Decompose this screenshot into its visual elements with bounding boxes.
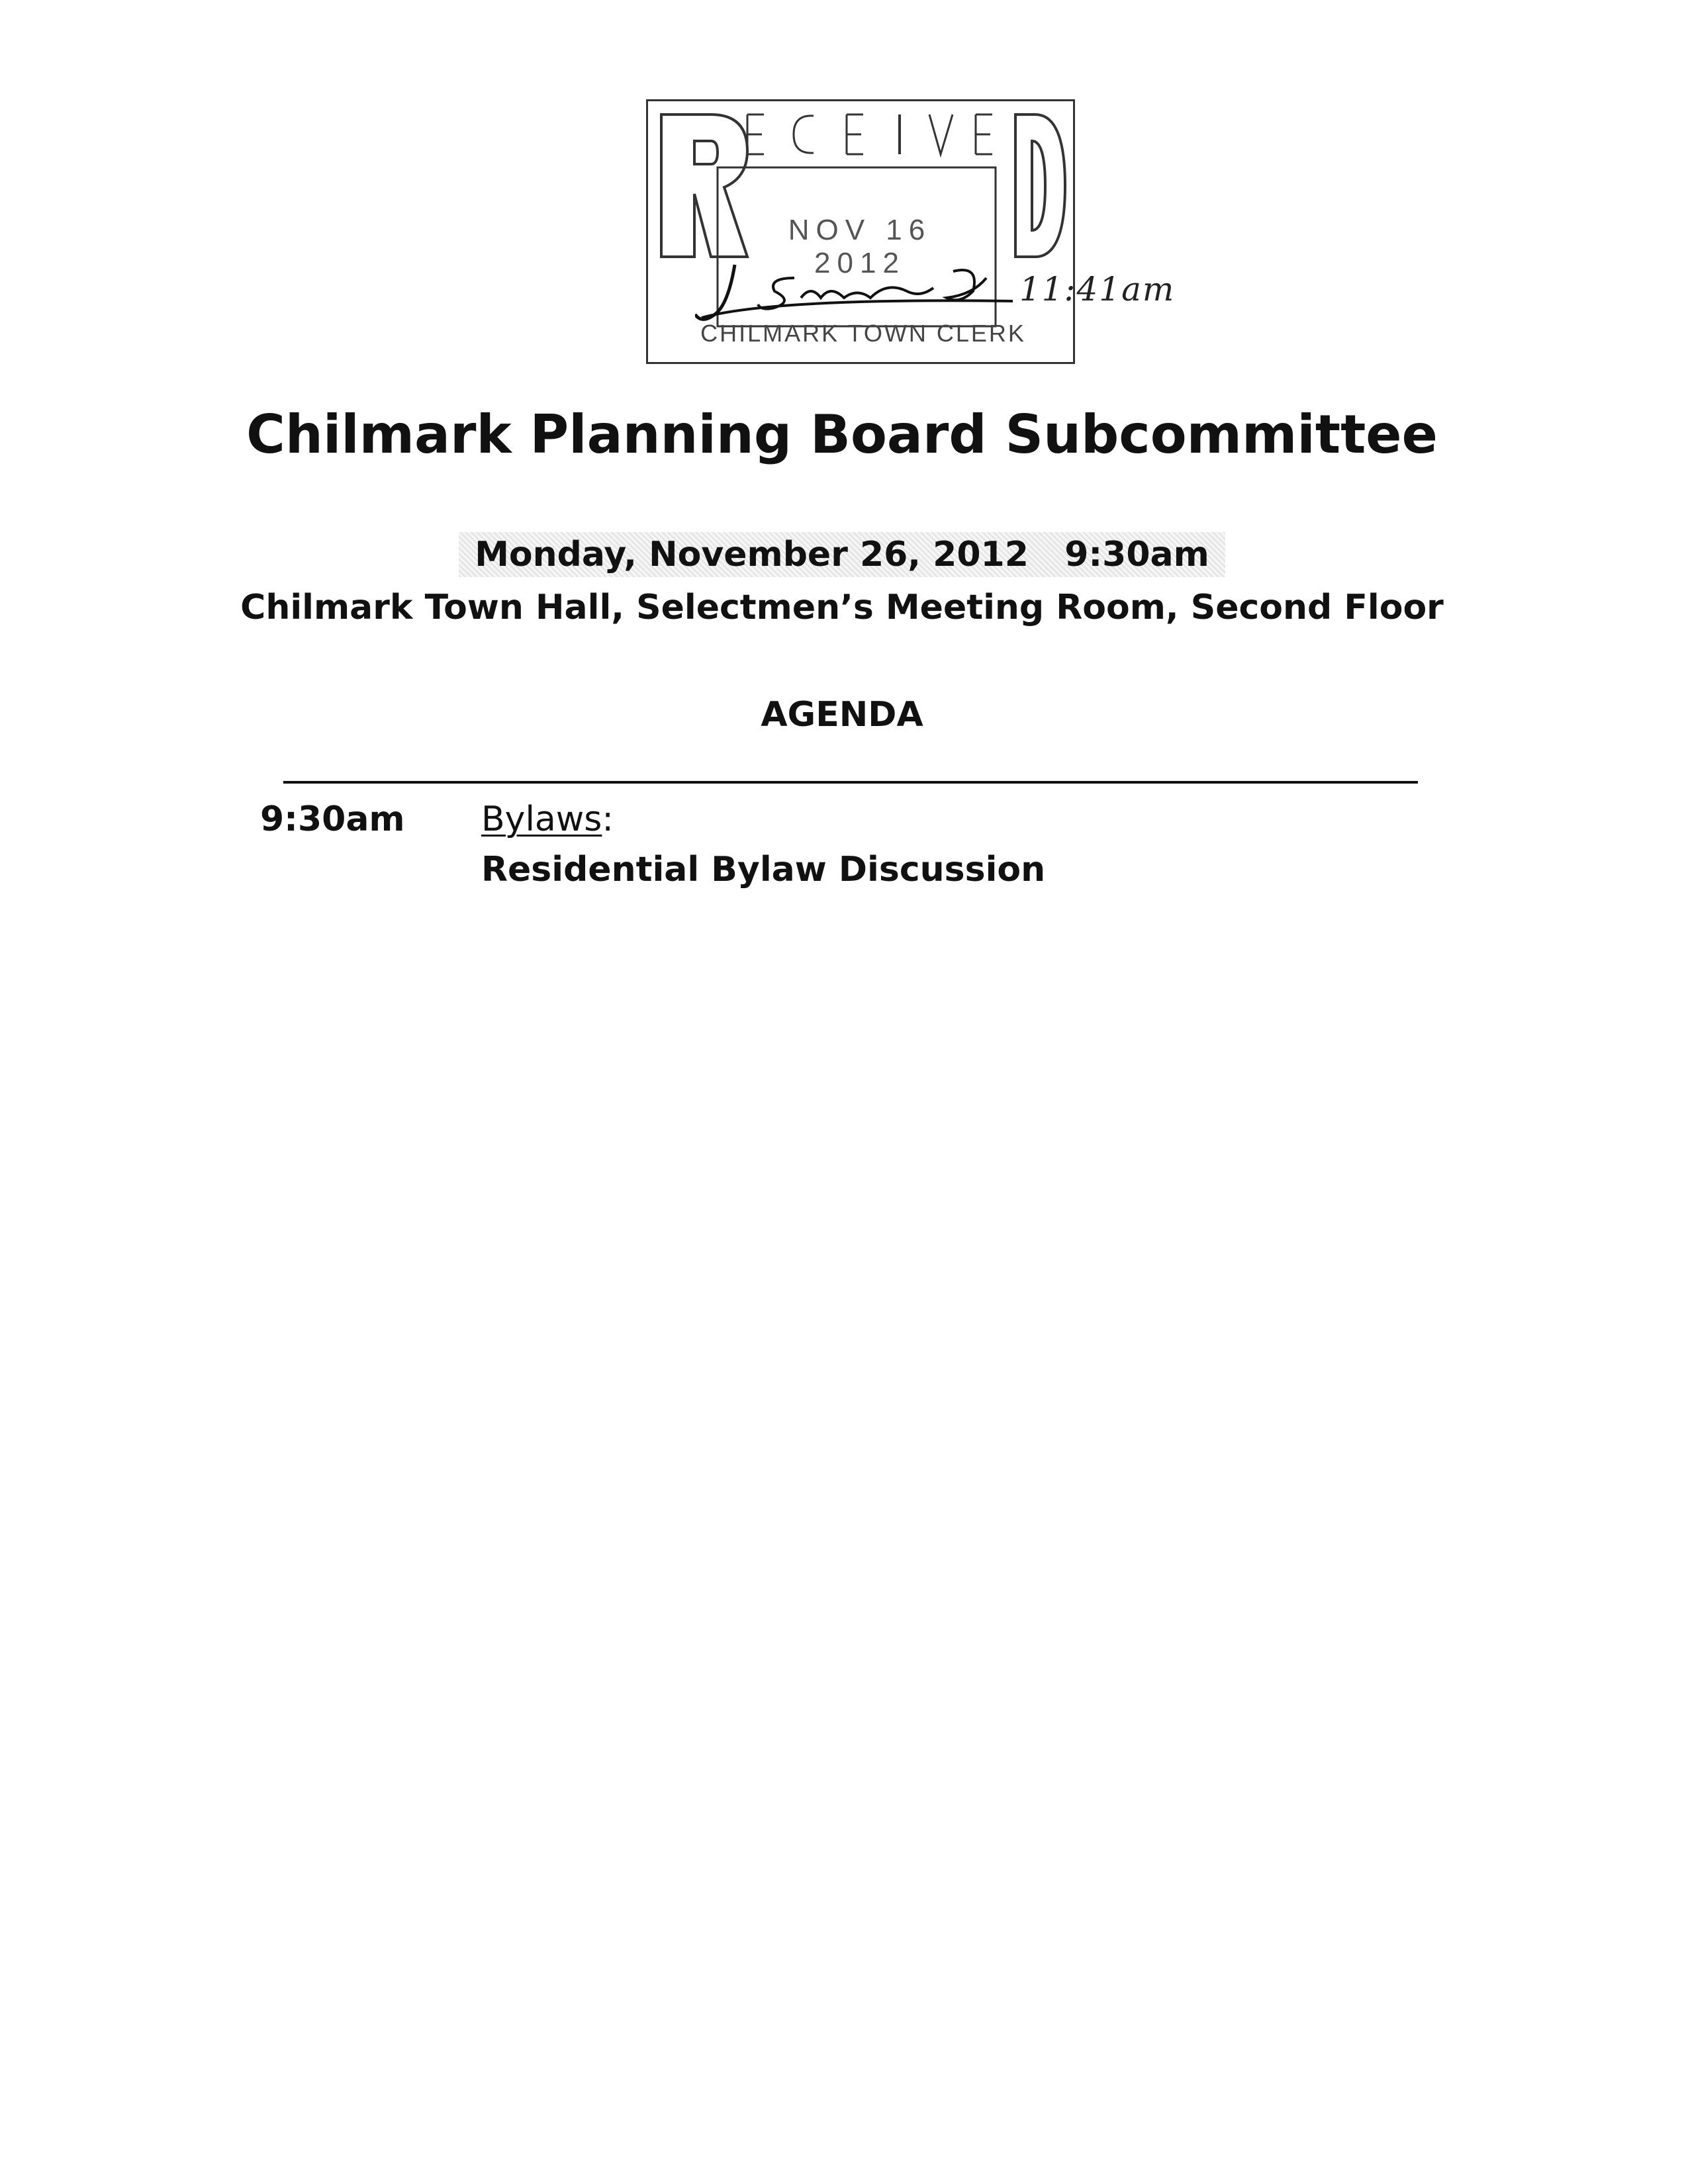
agenda-item-category-label: Bylaws (481, 799, 602, 839)
handwritten-signature (695, 251, 1039, 338)
meeting-date-time (0, 535, 1684, 574)
agenda-heading: AGENDA (761, 695, 923, 735)
agenda-item-detail: Residential Bylaw Discussion (481, 850, 1046, 889)
agenda-item-time: 9:30am (260, 799, 405, 839)
meeting-date-time-text: Monday, November 26, 2012 9:30am (459, 532, 1225, 577)
stamp-office: CHILMARK TOWN CLERK (700, 320, 1026, 347)
stamp-date: NOV 16 2012 (788, 214, 932, 279)
handwritten-time: 11:41am (1019, 270, 1176, 308)
meeting-location: Chilmark Town Hall, Selectmen’s Meeting Room, Second Floor (240, 588, 1444, 627)
agenda-item-category-suffix: : (602, 799, 614, 839)
page-title: Chilmark Planning Board Subcommittee (246, 404, 1438, 465)
divider (283, 781, 1418, 784)
agenda-item-category (481, 799, 614, 839)
